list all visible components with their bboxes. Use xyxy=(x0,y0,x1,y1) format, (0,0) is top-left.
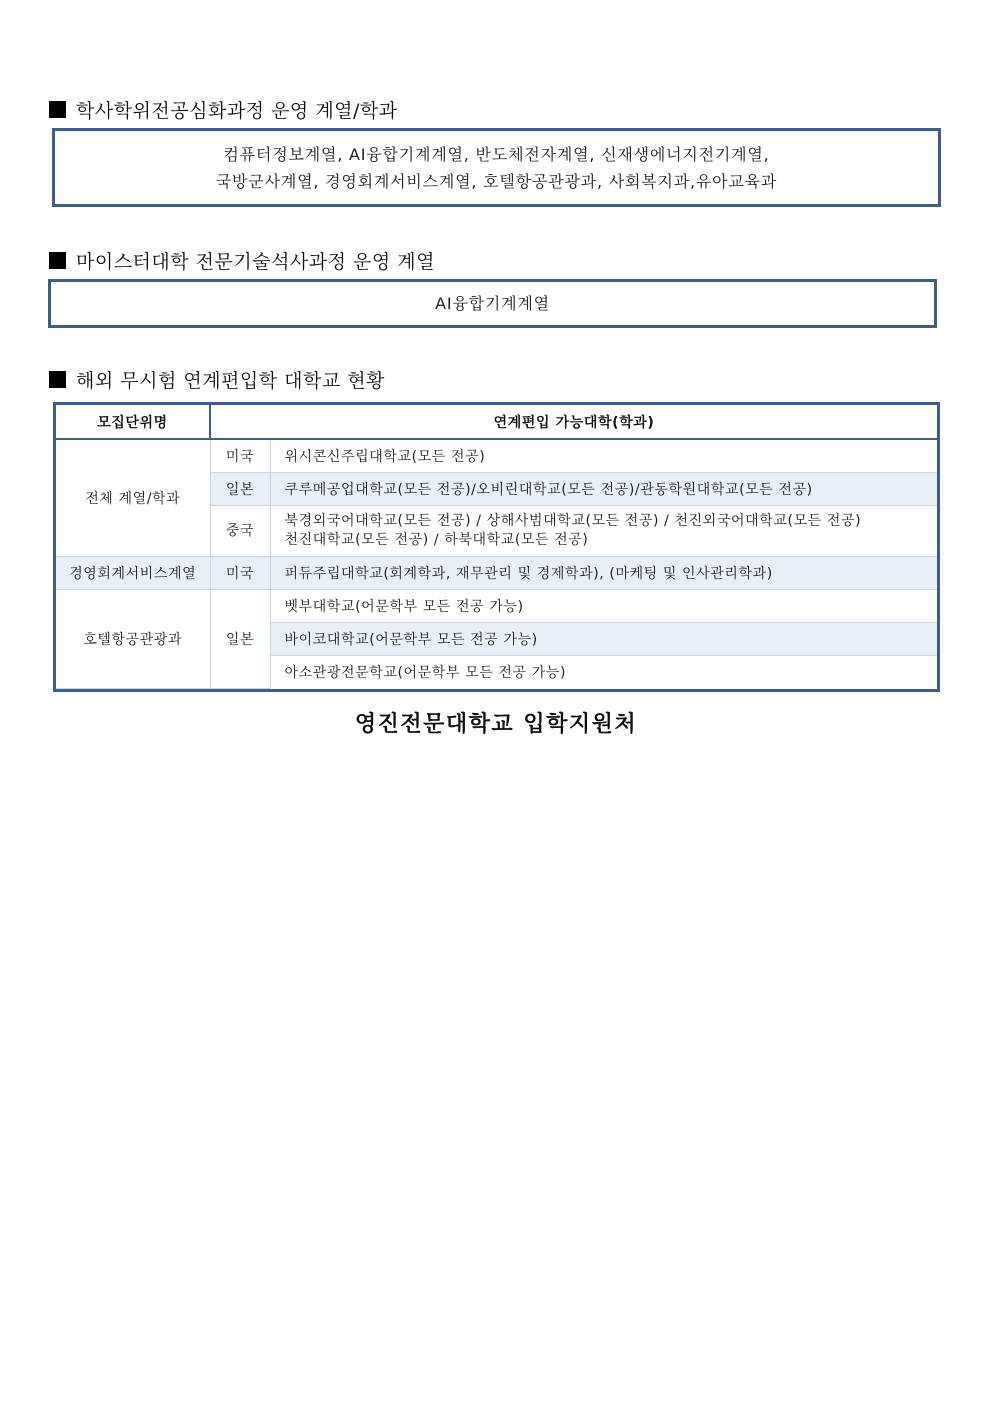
university-cell: 아소관광전문학교(어문학부 모든 전공 가능) xyxy=(270,656,937,689)
bachelor-departments-box xyxy=(52,128,941,207)
departments-line-2: 국방군사계열, 경영회계서비스계열, 호텔항공관광과, 사회복지과,유아교육과 xyxy=(215,171,778,191)
university-cell: 벳부대학교(어문학부 모든 전공 가능) xyxy=(270,590,937,623)
square-bullet-icon xyxy=(49,371,66,388)
header-unit: 모집단위명 xyxy=(56,405,210,439)
unit-cell: 전체 계열/학과 xyxy=(56,439,210,557)
country-cell: 일본 xyxy=(210,590,270,689)
overseas-transfer-table xyxy=(53,402,940,692)
section-title-text: 학사학위전공심화과정 운영 계열/학과 xyxy=(76,100,398,122)
section-heading-overseas xyxy=(49,366,385,393)
unit-cell: 경영회계서비스계열 xyxy=(56,557,210,590)
country-cell: 미국 xyxy=(210,439,270,473)
university-line-2: 천진대학교(모든 전공) / 하북대학교(모든 전공) xyxy=(284,532,589,548)
university-line-1: 북경외국어대학교(모든 전공) / 상해사범대학교(모든 전공) / 천진외국어대학교(모든 전공) xyxy=(284,513,862,529)
university-cell: 위시콘신주립대학교(모든 전공) xyxy=(270,439,937,473)
country-cell: 일본 xyxy=(210,473,270,506)
university-cell: 퍼듀주립대학교(회계학과, 재무관리 및 경제학과), (마케팅 및 인사관리학과) xyxy=(270,557,937,590)
table-row xyxy=(56,439,937,473)
meister-departments-box xyxy=(48,279,937,328)
departments-line-1: 컴퓨터정보계열, AI융합기계계열, 반도체전자계열, 신재생에너지전기계열, xyxy=(223,144,770,164)
footer-office-name: 영진전문대학교 입학지원처 xyxy=(354,712,638,737)
section-title-text: 마이스터대학 전문기술석사과정 운영 계열 xyxy=(76,251,435,273)
table-row xyxy=(56,590,937,623)
square-bullet-icon xyxy=(49,252,66,269)
section-heading-bachelor xyxy=(49,96,398,123)
country-cell: 미국 xyxy=(210,557,270,590)
university-cell xyxy=(270,506,937,557)
table-row xyxy=(56,557,937,590)
section-heading-meister xyxy=(49,247,435,274)
header-universities: 연계편입 가능대학(학과) xyxy=(210,405,937,439)
section-title-text: 해외 무시험 연계편입학 대학교 현황 xyxy=(76,370,385,392)
country-cell: 중국 xyxy=(210,506,270,557)
table-header-row xyxy=(56,405,937,439)
square-bullet-icon xyxy=(49,101,66,118)
meister-department: AI융합기계계열 xyxy=(435,294,550,313)
unit-cell: 호텔항공관광과 xyxy=(56,590,210,689)
university-cell: 바이코대학교(어문학부 모든 전공 가능) xyxy=(270,623,937,656)
university-cell: 쿠루메공업대학교(모든 전공)/오비린대학교(모든 전공)/관동학원대학교(모든 전공) xyxy=(270,473,937,506)
